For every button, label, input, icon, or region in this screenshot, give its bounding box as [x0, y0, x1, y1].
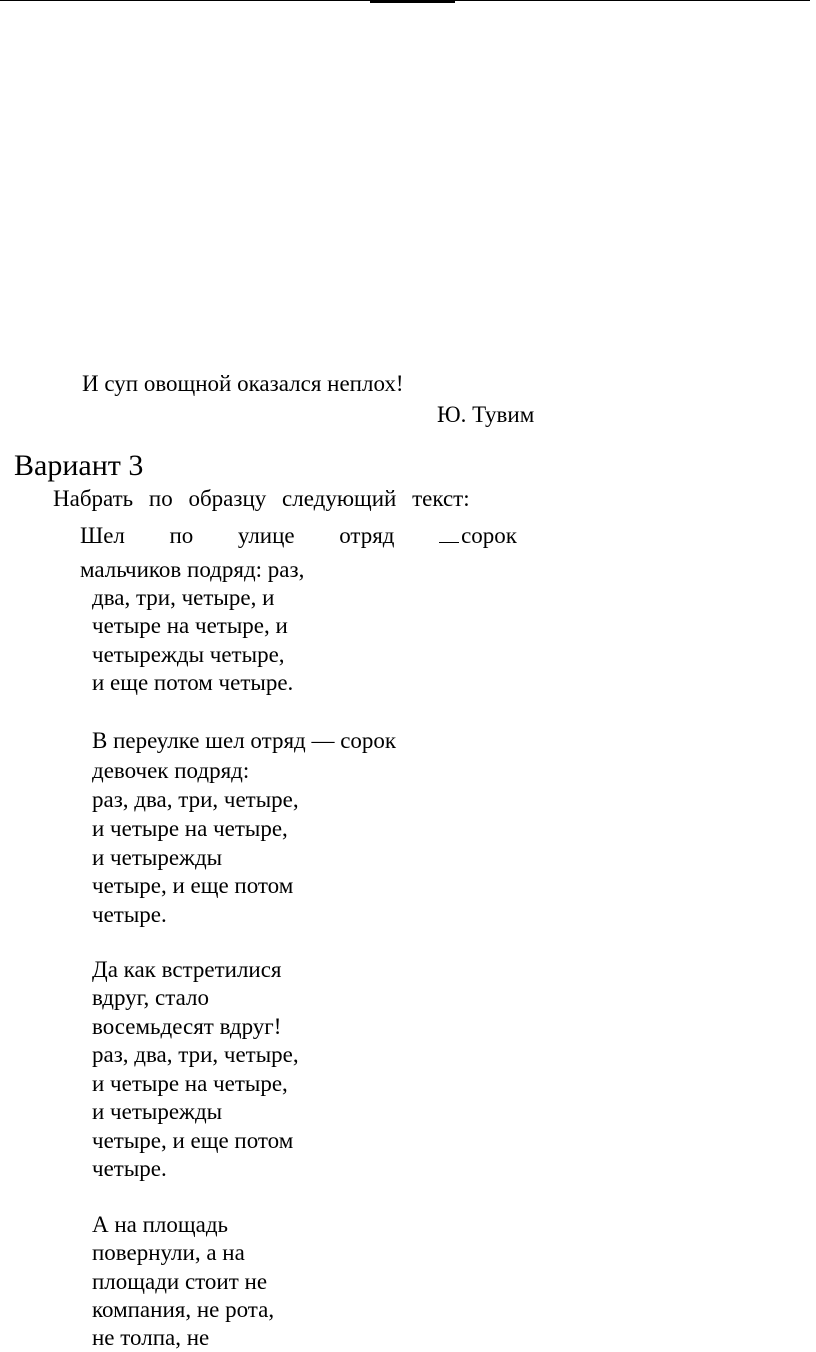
poem-line: четыре, и еще потом [92, 1128, 294, 1153]
first-line-last [439, 522, 517, 550]
first-line-word: по [169, 523, 194, 548]
poem-line: и еще потом четыре. [92, 670, 294, 695]
first-line-word: сорок [461, 523, 517, 548]
poem-line: четыре. [92, 902, 167, 927]
poem-line: компания, не рота, [92, 1297, 275, 1322]
poem-line: не толпа, не [92, 1325, 210, 1350]
poem-line: площади стоит не [92, 1269, 268, 1294]
variant-heading: Вариант 3 [14, 449, 144, 482]
first-line-word: Шел [80, 523, 125, 548]
poem-line: четыре, и еще потом [92, 873, 294, 898]
poem-line: и четыре на четыре, [92, 1071, 288, 1096]
poem-line: и четырежды [92, 845, 223, 870]
previous-poem-last-line: И суп овощной оказался неплох! [82, 371, 404, 396]
poem-line: четырежды четыре, [92, 642, 285, 667]
poem-line: и четырежды [92, 1099, 223, 1124]
poem-line: два, три, четыре, и [92, 585, 275, 610]
poem-line: раз, два, три, четыре, [92, 1042, 299, 1067]
poem-line: вдруг, стало [92, 985, 209, 1010]
previous-poem-author: Ю. Тувим [437, 402, 535, 427]
first-line-word: улице [237, 523, 295, 548]
dash-mark [439, 524, 459, 543]
poem-line: А на площадь [92, 1212, 229, 1237]
poem-line: В переулке шел отряд — сорок [92, 728, 397, 753]
poem-line: повернули, а на [92, 1240, 245, 1265]
poem-line: Да как встретилися [92, 957, 282, 982]
first-line-word: отряд [339, 523, 395, 548]
poem-line: четыре. [92, 1156, 167, 1181]
poem-line: и четыре на четыре, [92, 816, 288, 841]
poem-line: мальчиков подряд: раз, [80, 557, 305, 582]
poem-line: восемьдесят вдруг! [92, 1014, 282, 1039]
poem-line: раз, два, три, четыре, [92, 787, 299, 812]
poem-line: четыре на четыре, и [92, 613, 288, 638]
poem-line: девочек подряд: [92, 758, 250, 783]
instruction: Набрать по образцу следующий текст: [53, 486, 470, 511]
poem-first-line [80, 522, 517, 550]
top-rule-accent [370, 1, 455, 3]
